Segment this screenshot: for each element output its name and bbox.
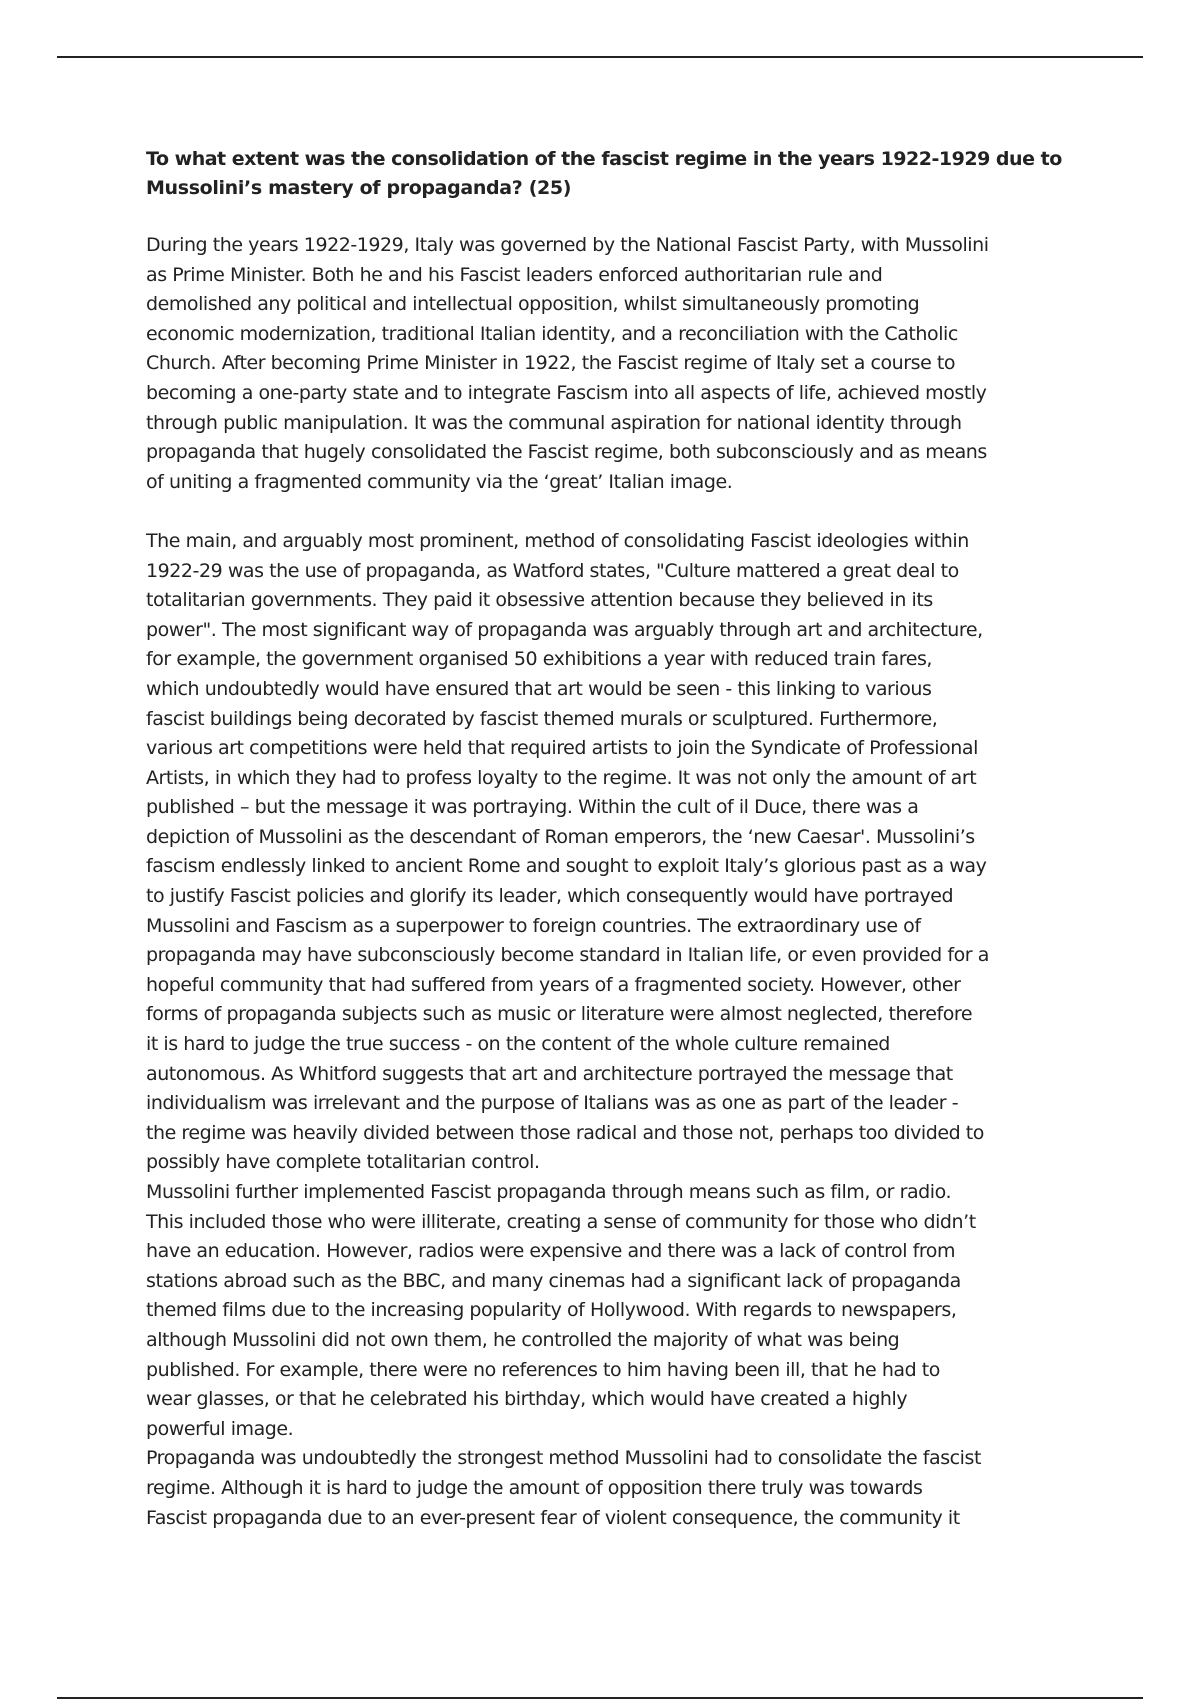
text-line: themed films due to the increasing popularity of Hollywood. With regards to newspapers, (146, 1299, 957, 1322)
text-line: hopeful community that had suffered from years of a fragmented society. However, other (146, 973, 961, 996)
text-line: economic modernization, traditional Italian identity, and a reconciliation with the Catholic (146, 322, 958, 345)
text-line: autonomous. As Whitford suggests that art and architecture portrayed the message that (146, 1062, 953, 1085)
text-line: various art competitions were held that required artists to join the Syndicate of Professional (146, 737, 978, 760)
text-line: stations abroad such as the BBC, and many cinemas had a significant lack of propaganda (146, 1269, 961, 1292)
text-line: 1922-29 was the use of propaganda, as Watford states, "Culture mattered a great deal to (146, 559, 959, 582)
text-line: published – but the message it was portraying. Within the cult of il Duce, there was a (146, 796, 919, 819)
text-line: Mussolini and Fascism as a superpower to foreign countries. The extraordinary use of (146, 914, 921, 937)
title-line: Mussolini’s mastery of propaganda? (25) (146, 177, 572, 199)
text-line: Mussolini further implemented Fascist propaganda through means such as film, or radio. (146, 1181, 952, 1203)
document-body (146, 145, 1066, 1533)
text-line: individualism was irrelevant and the purpose of Italians was as one as part of the leader - (146, 1092, 959, 1115)
text-line: Church. After becoming Prime Minister in 1922, the Fascist regime of Italy set a course to (146, 352, 956, 375)
text-line: for example, the government organised 50 exhibitions a year with reduced train fares, (146, 648, 932, 671)
text-line: demolished any political and intellectual opposition, whilst simultaneously promoting (146, 293, 920, 316)
text-line: totalitarian governments. They paid it obsessive attention because they believed in its (146, 589, 933, 612)
text-line: published. For example, there were no references to him having been ill, that he had to (146, 1358, 940, 1381)
text-line: the regime was heavily divided between those radical and those not, perhaps too divided to (146, 1121, 984, 1144)
text-line: During the years 1922-1929, Italy was governed by the National Fascist Party, with Mussolini (146, 234, 989, 256)
text-line: have an education. However, radios were expensive and there was a lack of control from (146, 1240, 956, 1263)
paragraph-gap (146, 497, 1066, 527)
essay-title (146, 145, 1066, 203)
text-line: The main, and arguably most prominent, method of consolidating Fascist ideologies within (146, 529, 969, 552)
text-line: This included those who were illiterate, creating a sense of community for those who didn’t (146, 1210, 976, 1233)
text-line: through public manipulation. It was the communal aspiration for national identity through (146, 411, 962, 434)
text-line: of uniting a fragmented community via the ‘great’ Italian image. (146, 470, 733, 493)
text-line: depiction of Mussolini as the descendant of Roman emperors, the ‘new Caesar'. Mussolini’s (146, 825, 975, 848)
text-line: to justify Fascist policies and glorify its leader, which consequently would have portrayed (146, 885, 954, 908)
text-line: becoming a one-party state and to integrate Fascism into all aspects of life, achieved mostly (146, 381, 987, 404)
text-line: Artists, in which they had to profess loyalty to the regime. It was not only the amount of art (146, 766, 977, 789)
paragraph-film-radio (146, 1178, 1066, 1444)
text-line: powerful image. (146, 1417, 294, 1440)
paragraph-conclusion (146, 1444, 1066, 1533)
top-rule (57, 56, 1143, 58)
text-line: wear glasses, or that he celebrated his birthday, which would have created a highly (146, 1388, 908, 1411)
text-line: fascist buildings being decorated by fascist themed murals or sculptured. Furthermore, (146, 707, 938, 730)
text-line: power". The most significant way of propaganda was arguably through art and architecture, (146, 618, 983, 641)
text-line: forms of propaganda subjects such as music or literature were almost neglected, therefore (146, 1003, 973, 1026)
text-line: it is hard to judge the true success - on the content of the whole culture remained (146, 1033, 890, 1056)
text-line: possibly have complete totalitarian control. (146, 1151, 540, 1174)
text-line: as Prime Minister. Both he and his Fascist leaders enforced authoritarian rule and (146, 263, 883, 286)
text-line: Fascist propaganda due to an ever-present fear of violent consequence, the community it (146, 1506, 960, 1529)
text-line: fascism endlessly linked to ancient Rome and sought to exploit Italy’s glorious past as a way (146, 855, 987, 878)
text-line: which undoubtedly would have ensured that art would be seen - this linking to various (146, 677, 932, 700)
text-line: regime. Although it is hard to judge the amount of opposition there truly was towards (146, 1476, 923, 1499)
text-line: although Mussolini did not own them, he controlled the majority of what was being (146, 1328, 900, 1351)
title-line: To what extent was the consolidation of the fascist regime in the years 1922-1929 due to (146, 148, 1062, 170)
text-line: propaganda may have subconsciously become standard in Italian life, or even provided for a (146, 944, 989, 967)
paragraph-introduction (146, 231, 1066, 497)
bottom-rule (57, 1697, 1143, 1699)
paragraph-art-architecture (146, 527, 1066, 1178)
text-line: Propaganda was undoubtedly the strongest method Mussolini had to consolidate the fascist (146, 1447, 981, 1470)
text-line: propaganda that hugely consolidated the Fascist regime, both subconsciously and as means (146, 441, 987, 464)
